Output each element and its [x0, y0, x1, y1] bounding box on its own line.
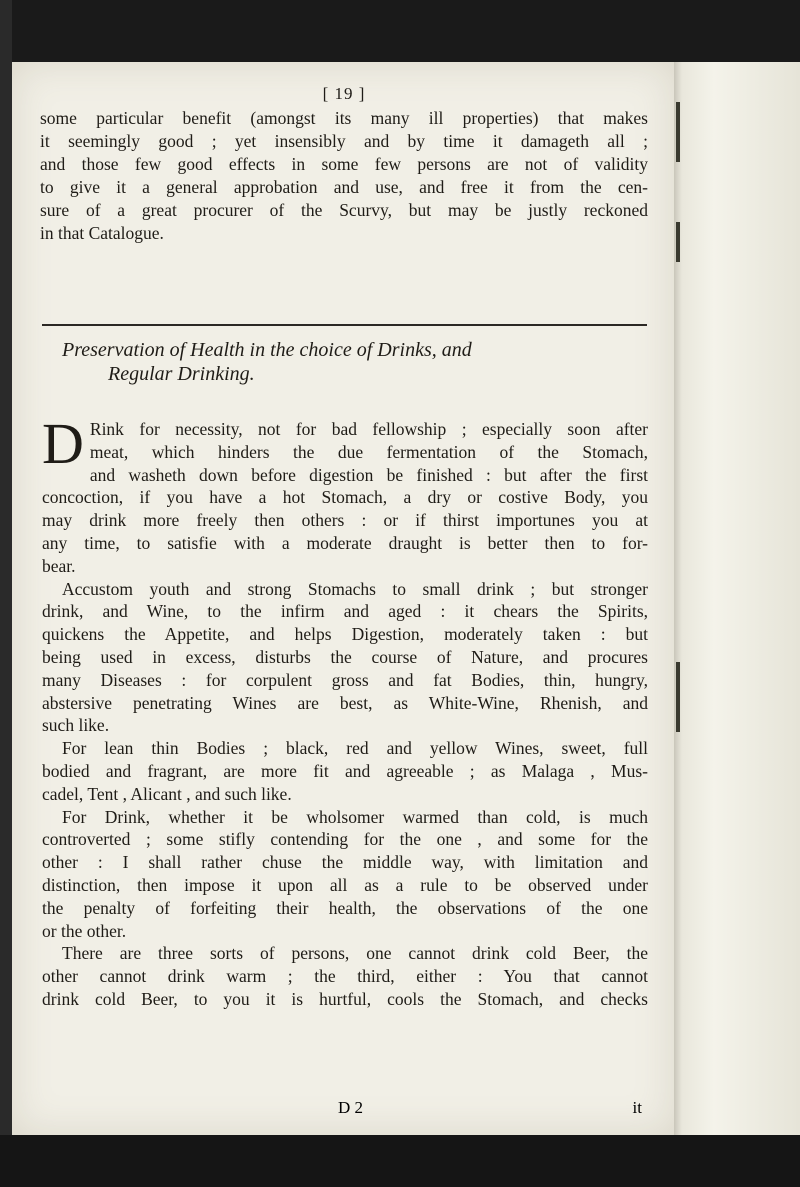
- text-line: the penalty of forfeiting their health, the observations of the one: [42, 897, 648, 918]
- text-line: meat, which hinders the due fermentation of the Stomach,: [89, 441, 648, 462]
- text-line: other : I shall rather chuse the middle way, with limitation and: [42, 852, 648, 873]
- text-line: other cannot drink warm ; the third, either : You that cannot: [42, 966, 648, 987]
- heading-line-2: Regular Drinking.: [108, 363, 255, 385]
- paragraph-3: [42, 737, 648, 805]
- text-line: concoction, if you have a hot Stomach, a dry or costive Body, you: [42, 487, 648, 508]
- text-line: cadel, Tent , Alicant , and such like.: [42, 783, 292, 804]
- section-heading: [62, 338, 642, 386]
- text-line: controverted ; some stifly contending for the one , and some for the: [42, 829, 648, 850]
- text-line: and washeth down before digestion be finished : but after the first: [89, 464, 648, 485]
- binding-mark: [676, 102, 680, 162]
- scan-background-top: [0, 0, 800, 62]
- book-page: [12, 62, 674, 1135]
- paragraph-1: [42, 411, 648, 578]
- page-number: [ 19 ]: [322, 84, 366, 103]
- page-top-text: [40, 82, 648, 245]
- text-line: quickens the Appetite, and helps Digestion, moderately taken : but: [42, 624, 648, 645]
- text-line: in that Catalogue.: [40, 223, 164, 243]
- text-line: sure of a great procurer of the Scurvy, but may be justly reckoned: [40, 200, 648, 220]
- text-line: being used in excess, disturbs the course of Nature, and procures: [42, 646, 648, 667]
- paragraph-4: [42, 806, 648, 943]
- binding-mark: [676, 222, 680, 262]
- text-line: For lean thin Bodies ; black, red and yellow Wines, sweet, full: [62, 738, 648, 759]
- text-line: or the other.: [42, 920, 127, 941]
- text-line: For Drink, whether it be wholsomer warmed than cold, is much: [62, 806, 648, 827]
- text-line: abstersive penetrating Wines are best, as White-Wine, Rhenish, and: [42, 692, 648, 713]
- text-line: Accustom youth and strong Stomachs to small drink ; but stronger: [62, 578, 648, 599]
- drop-cap: D: [42, 411, 84, 476]
- heading-line-1: Preservation of Health in the choice of Drinks, and: [62, 339, 472, 361]
- text-line: and those few good effects in some few persons are not of validity: [40, 154, 648, 174]
- section-divider-rule: [42, 324, 647, 326]
- text-line: bodied and fragrant, are more fit and agreeable ; as Malaga , Mus-: [42, 760, 648, 781]
- scan-left-edge: [0, 0, 12, 1187]
- text-line: There are three sorts of persons, one cannot drink cold Beer, the: [62, 943, 648, 964]
- scan-background-bottom: [0, 1135, 800, 1187]
- catchword: it: [632, 1098, 642, 1117]
- paragraph-2: [42, 578, 648, 738]
- text-line: it seemingly good ; yet insensibly and by time it damageth all ;: [40, 131, 648, 151]
- paragraph-5: [42, 942, 648, 1010]
- text-line: some particular benefit (amongst its many ill properties) that makes: [40, 108, 648, 128]
- text-line: may drink more freely then others : or if thirst importunes you at: [42, 510, 648, 531]
- text-line: Rink for necessity, not for bad fellowship ; especially soon after: [89, 419, 648, 439]
- binding-mark: [676, 662, 680, 732]
- text-line: distinction, then impose it upon all as a rule to be observed under: [42, 874, 648, 895]
- text-line: many Diseases : for corpulent gross and fat Bodies, thin, hungry,: [42, 669, 648, 690]
- text-line: drink, and Wine, to the infirm and aged : it chears the Spirits,: [42, 601, 648, 622]
- text-line: such like.: [42, 715, 110, 736]
- text-line: any time, to satisfie with a moderate draught is better then to for-: [42, 532, 648, 553]
- page-binding-edge: [674, 62, 800, 1135]
- text-line: bear.: [42, 555, 76, 576]
- section-body: [42, 411, 648, 1011]
- text-line: drink cold Beer, to you it is hurtful, cools the Stomach, and checks: [42, 988, 648, 1009]
- text-line: to give it a general approbation and use, and free it from the cen-: [40, 177, 648, 197]
- signature-mark: D 2: [338, 1098, 364, 1117]
